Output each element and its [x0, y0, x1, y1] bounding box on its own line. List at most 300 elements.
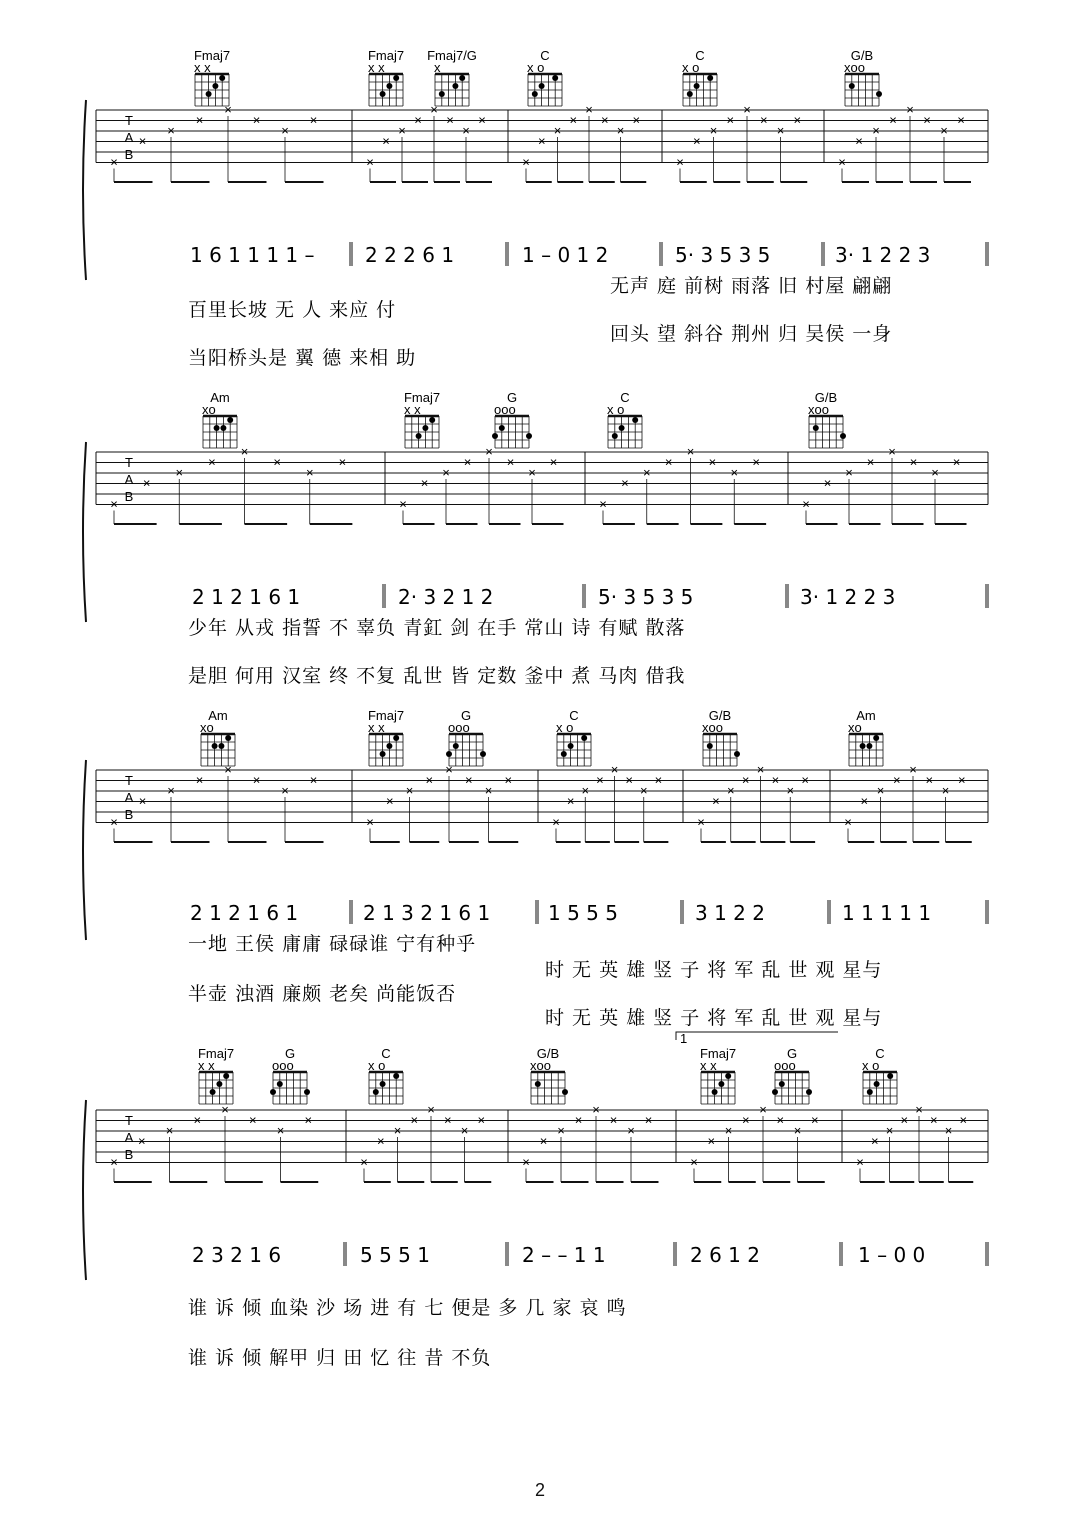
chord-diagram: [404, 390, 440, 448]
tab-note: ×: [870, 1133, 879, 1149]
jianpu-measure: 1 – 0 1 2: [522, 243, 609, 267]
string-markers: x o: [556, 720, 574, 735]
tab-note: ×: [952, 454, 961, 470]
finger-dot: [526, 433, 532, 439]
jianpu-measure: 2· 3 2 1 2: [398, 585, 494, 609]
tab-note: ×: [923, 112, 931, 128]
chord-diagram: [772, 1046, 812, 1104]
chord-name: Am: [856, 708, 876, 723]
tab-note: ×: [137, 1133, 146, 1149]
jianpu-measure: 3· 1 2 2 3: [835, 243, 931, 267]
string-markers: ooo: [494, 402, 516, 417]
finger-dot: [416, 433, 422, 439]
jianpu-measure: 1 6 1 1 1 1 –: [190, 243, 315, 267]
chord-name: Am: [208, 708, 228, 723]
finger-dot: [492, 433, 498, 439]
jianpu-line: [190, 242, 988, 267]
tab-note: ×: [366, 814, 374, 830]
tab-note: ×: [360, 1154, 368, 1170]
tab-note: ×: [876, 783, 885, 798]
finger-dot: [734, 751, 740, 757]
tab-note: ×: [609, 1112, 618, 1128]
tab-clef-letter: A: [124, 130, 134, 145]
tab-note: ×: [195, 112, 204, 128]
tab-note: ×: [771, 772, 780, 788]
finger-dot: [393, 1073, 399, 1079]
lyric-line: 无声 庭 前树 雨落 旧 村屋 翩翩: [610, 275, 893, 297]
chord-diagram: [527, 48, 562, 106]
chord-diagram: [270, 1046, 310, 1104]
tab-note: ×: [557, 1123, 565, 1138]
string-markers: x o: [862, 1058, 880, 1073]
tab-note: ×: [252, 772, 261, 788]
finger-dot: [840, 433, 846, 439]
finger-dot: [707, 743, 713, 749]
tab-note: ×: [446, 112, 454, 128]
tab-note: ×: [697, 814, 705, 830]
tab-note: ×: [463, 454, 472, 470]
chord-name: G/B: [536, 1046, 560, 1061]
jianpu-measure: 2 6 1 2: [690, 1243, 760, 1267]
jianpu-measure: 1 5 5 5: [548, 901, 618, 925]
chord-name: Fmaj7/G: [427, 48, 477, 63]
tab-clef-letter: T: [125, 1113, 133, 1128]
lyric-line: 一地 王侯 庸庸 碌碌谁 宁有种乎: [188, 933, 477, 955]
tab-note: ×: [398, 123, 406, 138]
tab-note: ×: [724, 1123, 733, 1138]
tab-note: ×: [885, 1123, 894, 1138]
string-markers: x: [434, 60, 441, 75]
tab-note: ×: [860, 793, 869, 809]
tab-note: ×: [642, 465, 651, 480]
tab-note: ×: [574, 1112, 583, 1128]
tab-note: ×: [726, 112, 735, 128]
finger-dot: [386, 83, 392, 89]
chord-name: C: [569, 708, 579, 723]
tab-note: ×: [690, 1154, 698, 1170]
string-markers: ooo: [272, 1058, 294, 1073]
tab-note: ×: [566, 793, 575, 809]
string-markers: x x: [368, 60, 385, 75]
tab-note: ×: [712, 793, 720, 809]
tab-note: ×: [506, 454, 515, 470]
tab-note: ×: [460, 1123, 469, 1138]
finger-dot: [866, 743, 872, 749]
string-markers: x x: [404, 402, 421, 417]
tab-note: ×: [224, 102, 232, 117]
string-markers: ooo: [448, 720, 470, 735]
tab-note: ×: [273, 454, 281, 470]
tab-note: ×: [462, 123, 470, 138]
tab-note: ×: [410, 1112, 419, 1128]
string-markers: xoo: [844, 60, 865, 75]
tab-note: ×: [420, 475, 429, 491]
tab-note: ×: [208, 454, 216, 470]
system-brace: [83, 100, 86, 280]
tab-note: ×: [925, 772, 934, 788]
tab-note: ×: [802, 496, 810, 512]
finger-dot: [806, 1089, 812, 1095]
finger-dot: [393, 75, 399, 81]
chord-diagram: [368, 708, 404, 766]
finger-dot: [887, 1073, 893, 1079]
finger-dot: [480, 751, 486, 757]
tab-note: ×: [405, 783, 414, 798]
system-brace: [83, 1100, 86, 1280]
tab-note: ×: [940, 123, 948, 138]
tab-note: ×: [414, 112, 422, 128]
tab-note: ×: [888, 444, 896, 459]
lyric-line: 回头 望 斜谷 荆州 归 吴侯 一身: [610, 323, 893, 345]
volta-bracket: [676, 1032, 838, 1040]
tab-note: ×: [224, 762, 232, 777]
string-markers: x o: [682, 60, 700, 75]
finger-dot: [694, 83, 700, 89]
tab-note: ×: [741, 1112, 750, 1128]
jianpu-measure: 2 1 2 1 6 1: [192, 585, 301, 609]
tab-note: ×: [845, 465, 853, 480]
finger-dot: [270, 1089, 276, 1095]
tab-note: ×: [776, 123, 785, 138]
finger-dot: [220, 425, 226, 431]
tab-clef-letter: A: [124, 790, 134, 805]
chord-diagram: [492, 390, 532, 448]
volta-number: 1: [680, 1031, 688, 1046]
tab-note: ×: [528, 465, 536, 480]
lyric-line: 半壶 浊酒 廉颇 老矣 尚能饭否: [188, 983, 457, 1005]
tab-note: ×: [909, 762, 917, 777]
finger-dot: [539, 83, 545, 89]
tab-clef-letter: T: [125, 455, 133, 470]
tab-note: ×: [776, 1112, 785, 1128]
tab-note: ×: [959, 1112, 968, 1128]
lyric-line: 当阳桥头是 翼 德 来相 助: [188, 347, 417, 369]
tab-note: ×: [539, 1133, 548, 1149]
tab-clef-letter: T: [125, 773, 133, 788]
tab-note: ×: [304, 1112, 313, 1128]
chord-name: G/B: [814, 390, 838, 405]
finger-dot: [429, 417, 435, 423]
tab-note: ×: [248, 1112, 257, 1128]
tab-note: ×: [957, 772, 966, 788]
string-markers: x x: [198, 1058, 215, 1073]
lyric-line: 时 无 英 雄 竖 子 将 军 乱 世 观 星与: [545, 959, 883, 981]
finger-dot: [581, 735, 587, 741]
tab-note: ×: [900, 1112, 909, 1128]
tab-note: ×: [889, 112, 897, 128]
tab-clef-letter: B: [124, 147, 134, 162]
finger-dot: [439, 91, 445, 97]
tab-note: ×: [929, 1112, 938, 1128]
tab-note: ×: [856, 1154, 864, 1170]
tab-note: ×: [484, 783, 493, 798]
tab-clef-letter: T: [125, 113, 133, 128]
tab-note: ×: [553, 123, 562, 138]
finger-dot: [867, 1089, 873, 1095]
lyric-line: 百里长坡 无 人 来应 付: [188, 299, 397, 321]
tab-note: ×: [443, 1112, 452, 1128]
string-markers: x x: [700, 1058, 717, 1073]
finger-dot: [612, 433, 618, 439]
tab-note: ×: [549, 454, 558, 470]
tab-note: ×: [195, 772, 204, 788]
jianpu-line: [192, 584, 988, 609]
jianpu-measure: 3· 1 2 2 3: [800, 585, 896, 609]
tab-note: ×: [676, 154, 684, 170]
string-markers: xo: [202, 402, 216, 417]
finger-dot: [562, 1089, 568, 1095]
chord-name: G: [460, 708, 472, 723]
tab-note: ×: [138, 793, 147, 809]
chord-name: C: [875, 1046, 885, 1061]
chord-diagram: [194, 48, 230, 106]
tab-note: ×: [425, 772, 434, 788]
finger-dot: [712, 1089, 718, 1095]
chord-diagram: [702, 708, 740, 766]
finger-dot: [380, 751, 386, 757]
system-2: [83, 390, 988, 687]
finger-dot: [225, 735, 231, 741]
lyric-line: 少年 从戎 指誓 不 辜负 青釭 剑 在手 常山 诗 有赋 散落: [188, 617, 686, 639]
finger-dot: [532, 91, 538, 97]
finger-dot: [499, 425, 505, 431]
tab-note: ×: [596, 772, 604, 788]
finger-dot: [876, 91, 882, 97]
lyric-line: 时 无 英 雄 竖 子 将 军 乱 世 观 星与: [545, 1007, 883, 1029]
tab-note: ×: [906, 102, 914, 117]
jianpu-measure: 5· 3 5 3 5: [675, 243, 771, 267]
jianpu-measure: 5· 3 5 3 5: [598, 585, 694, 609]
string-markers: x o: [607, 402, 625, 417]
jianpu-line: [192, 1242, 988, 1267]
tab-note: ×: [464, 772, 473, 788]
system-brace: [83, 760, 86, 940]
finger-dot: [535, 1081, 541, 1087]
finger-dot: [206, 91, 212, 97]
tab-note: ×: [600, 112, 609, 128]
string-markers: xoo: [530, 1058, 551, 1073]
tab-note: ×: [240, 444, 249, 459]
tab-note: ×: [376, 1133, 385, 1149]
tab-note: ×: [866, 454, 875, 470]
chord-name: Am: [210, 390, 230, 405]
tab-note: ×: [664, 454, 673, 470]
lyric-line: 是胆 何用 汉室 终 不复 乱世 皆 定数 釜中 煮 马肉 借我: [188, 665, 686, 687]
tab-note: ×: [399, 496, 407, 512]
chord-diagram: [682, 48, 717, 106]
tab-note: ×: [167, 123, 175, 138]
string-markers: xoo: [808, 402, 829, 417]
tab-note: ×: [743, 102, 751, 117]
tab-note: ×: [621, 475, 629, 491]
jianpu-line: [190, 900, 988, 925]
chord-name: Fmaj7: [367, 708, 405, 723]
system-1: [83, 48, 988, 369]
tab-note: ×: [726, 783, 735, 798]
chord-name: C: [540, 48, 550, 63]
jianpu-measure: 1 1 1 1 1: [842, 901, 932, 925]
tab-clef-letter: B: [124, 489, 134, 504]
finger-dot: [779, 1081, 785, 1087]
tab-note: ×: [445, 762, 453, 777]
finger-dot: [707, 75, 713, 81]
finger-dot: [860, 743, 866, 749]
chord-diagram: [556, 708, 591, 766]
tab-note: ×: [801, 772, 809, 788]
tab-clef-letter: B: [124, 1147, 134, 1162]
tab-note: ×: [823, 475, 832, 491]
chord-diagram: [368, 1046, 403, 1104]
tab-note: ×: [537, 133, 546, 149]
finger-dot: [216, 1081, 222, 1087]
tab-note: ×: [569, 112, 578, 128]
tab-note: ×: [632, 112, 641, 128]
finger-dot: [219, 75, 225, 81]
tab-note: ×: [627, 1123, 635, 1138]
finger-dot: [687, 91, 693, 97]
finger-dot: [210, 1089, 216, 1095]
finger-dot: [214, 425, 220, 431]
tab-note: ×: [165, 1123, 174, 1138]
tab-note: ×: [957, 112, 965, 128]
tab-note: ×: [175, 465, 184, 480]
finger-dot: [718, 1081, 724, 1087]
tab-note: ×: [281, 123, 289, 138]
finger-dot: [380, 1081, 386, 1087]
finger-dot: [552, 75, 558, 81]
chord-name: Fmaj7: [403, 390, 441, 405]
finger-dot: [304, 1089, 310, 1095]
tab-note: ×: [708, 454, 717, 470]
finger-dot: [277, 1081, 283, 1087]
tab-note: ×: [581, 783, 590, 798]
chord-name: C: [620, 390, 630, 405]
chord-diagram: [808, 390, 846, 448]
chord-diagram: [530, 1046, 568, 1104]
chord-name: G/B: [850, 48, 874, 63]
tab-note: ×: [193, 1112, 202, 1128]
finger-dot: [772, 1089, 778, 1095]
string-markers: x x: [194, 60, 211, 75]
tab-note: ×: [385, 793, 394, 809]
jianpu-measure: 2 1 2 1 6 1: [190, 901, 299, 925]
finger-dot: [873, 735, 879, 741]
chord-name: G: [284, 1046, 296, 1061]
finger-dot: [212, 83, 218, 89]
chord-diagram: [202, 390, 237, 448]
lyric-line: 谁 诉 倾 血染 沙 场 进 有 七 便是 多 几 家 哀 鸣: [188, 1297, 627, 1319]
tab-note: ×: [309, 772, 318, 788]
tab-note: ×: [625, 772, 633, 788]
chord-diagram: [427, 48, 477, 106]
finger-dot: [386, 743, 392, 749]
tab-note: ×: [810, 1112, 819, 1128]
chord-diagram: [198, 1046, 234, 1104]
tab-note: ×: [892, 772, 901, 788]
string-markers: x x: [368, 720, 385, 735]
chord-name: G: [786, 1046, 798, 1061]
jianpu-measure: 3 1 2 2: [695, 901, 765, 925]
page-number: 2: [534, 1480, 545, 1500]
finger-dot: [452, 83, 458, 89]
tab-note: ×: [730, 465, 739, 480]
chord-name: Fmaj7: [193, 48, 231, 63]
jianpu-measure: 2 3 2 1 6: [192, 1243, 282, 1267]
tab-note: ×: [427, 1102, 435, 1117]
tab-note: ×: [838, 154, 846, 170]
tab-note: ×: [522, 1154, 530, 1170]
finger-dot: [849, 83, 855, 89]
tab-note: ×: [709, 123, 718, 138]
tab-note: ×: [639, 783, 648, 798]
chord-diagram: [848, 708, 883, 766]
finger-dot: [619, 425, 625, 431]
tab-note: ×: [478, 112, 486, 128]
tab-note: ×: [610, 762, 619, 777]
finger-dot: [393, 735, 399, 741]
finger-dot: [373, 1089, 379, 1095]
tab-note: ×: [221, 1102, 229, 1117]
tab-note: ×: [944, 1123, 953, 1138]
chord-name: Fmaj7: [367, 48, 405, 63]
finger-dot: [568, 743, 574, 749]
tab-note: ×: [110, 496, 118, 512]
chord-name: C: [695, 48, 705, 63]
tab-note: ×: [142, 475, 151, 491]
tab-note: ×: [382, 133, 390, 149]
chord-name: C: [381, 1046, 391, 1061]
tab-note: ×: [522, 154, 530, 170]
chord-diagram: [446, 708, 486, 766]
finger-dot: [218, 743, 224, 749]
finger-dot: [459, 75, 465, 81]
finger-dot: [446, 751, 452, 757]
tab-note: ×: [644, 1112, 653, 1128]
system-3: [83, 708, 988, 1046]
finger-dot: [725, 1073, 731, 1079]
tab-note: ×: [616, 123, 625, 138]
system-4: [83, 1046, 988, 1369]
string-markers: ooo: [774, 1058, 796, 1073]
finger-dot: [212, 743, 218, 749]
tab-note: ×: [338, 454, 347, 470]
chord-diagram: [200, 708, 235, 766]
tab-note: ×: [741, 772, 750, 788]
system-brace: [83, 442, 86, 622]
tab-note: ×: [941, 783, 950, 798]
tab-clef-letter: B: [124, 807, 134, 822]
tab-note: ×: [592, 1102, 600, 1117]
tab-clef-letter: A: [124, 472, 134, 487]
lyric-line: 谁 诉 倾 解甲 归 田 忆 往 昔 不负: [188, 1347, 492, 1369]
tab-note: ×: [430, 102, 438, 117]
finger-dot: [813, 425, 819, 431]
tab-note: ×: [599, 496, 607, 512]
chord-diagram: [862, 1046, 897, 1104]
string-markers: xoo: [702, 720, 723, 735]
jianpu-measure: 5 5 5 1: [360, 1243, 430, 1267]
finger-dot: [223, 1073, 229, 1079]
tab-note: ×: [504, 772, 513, 788]
tab-note: ×: [138, 133, 147, 149]
tab-note: ×: [276, 1123, 285, 1138]
chord-name: G/B: [708, 708, 732, 723]
tab-note: ×: [477, 1112, 486, 1128]
chord-diagram: [368, 48, 404, 106]
chord-name: Fmaj7: [197, 1046, 235, 1061]
tab-note: ×: [707, 1133, 716, 1149]
finger-dot: [874, 1081, 880, 1087]
